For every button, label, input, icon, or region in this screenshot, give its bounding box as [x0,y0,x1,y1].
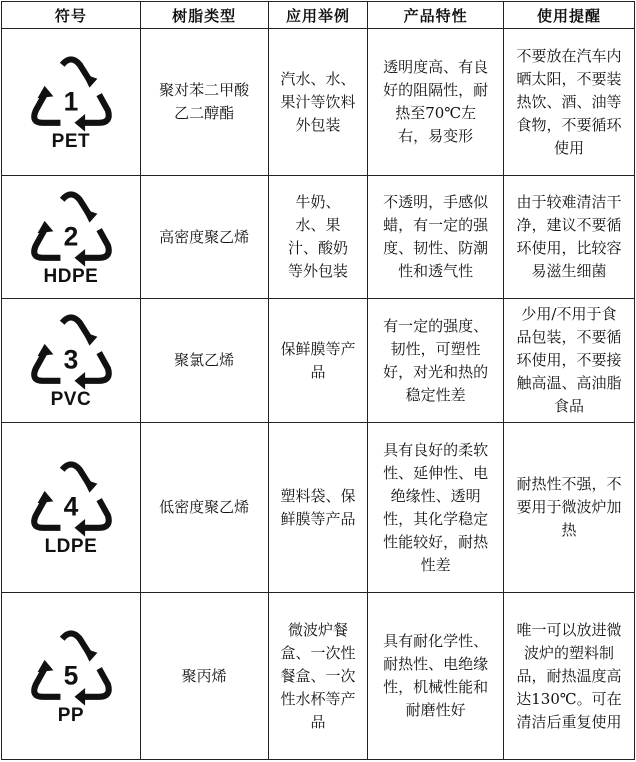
table-row [2,593,635,760]
symbol-cell [2,423,141,593]
resin-type-cell [140,423,268,593]
resin-abbr: HDPE [43,265,99,287]
properties-text: 有一定的强度、韧性，可塑性好，对光和热的稳定性差 [383,316,489,404]
properties-text: 具有良好的柔软性、延伸性、电绝缘性、透明性，其化学稳定性能较好，耐热性差 [383,440,489,574]
resin-code-number: 3 [63,344,79,375]
resin-type-text: 高密度聚乙烯 [159,227,250,246]
application-text: 保鲜膜等产品 [280,339,356,381]
symbol-cell [2,176,141,299]
properties-text: 透明度高、有良好的阻隔性，耐热至70℃左右，易变形 [383,58,489,145]
resin-code-number: 5 [63,659,79,690]
application-cell [268,593,368,760]
tips-text: 耐热性不强，不要用于微波炉加热 [516,475,622,539]
resin-code-number: 4 [63,491,79,522]
plastic-resin-table [1,1,635,760]
symbol-cell [2,299,141,423]
resin-type-cell [140,176,268,299]
properties-cell [368,423,503,593]
table-row [2,176,635,299]
properties-text: 不透明，手感似蜡，有一定的强度、韧性、防潮性和透气性 [383,193,489,280]
application-text: 汽水、水、果汁等饮料外包装 [280,69,356,134]
properties-cell [368,593,503,760]
table-row [2,423,635,593]
tips-text: 不要放在汽车内晒太阳，不要装热饮、酒、油等食物，不要循环使用 [516,46,622,157]
header-row [2,2,635,29]
header-symbol: 符号 [2,2,141,29]
header-properties: 产品特性 [368,2,503,29]
tips-cell [503,593,634,760]
application-cell [268,423,368,593]
application-text: 牛奶、水、果汁、酸奶等外包装 [287,193,348,280]
tips-text: 由于较难清洁干净，建议不要循环使用，比较容易滋生细菌 [516,193,622,280]
table-row [2,299,635,423]
recycle-triangle-icon [27,457,115,537]
properties-cell [368,29,503,176]
application-cell [268,176,368,299]
recycle-triangle-icon [27,626,115,706]
header-application: 应用举例 [268,2,368,29]
properties-cell [368,176,503,299]
tips-cell [503,423,634,593]
table-row [2,29,635,176]
tips-cell [503,29,634,176]
resin-code-number: 2 [63,220,79,251]
resin-abbr: LDPE [44,536,98,557]
tips-cell [503,176,634,299]
resin-type-text: 聚丙烯 [181,666,227,685]
symbol-cell [2,29,141,176]
application-cell [268,299,368,423]
recycle-triangle-icon [27,187,115,267]
resin-abbr: PP [57,704,85,726]
resin-type-text: 聚氯乙烯 [174,351,235,369]
resin-abbr: PVC [50,389,92,410]
header-resin-type: 树脂类型 [140,2,268,29]
header-tips: 使用提醒 [503,2,634,29]
tips-text: 唯一可以放进微波炉的塑料制品，耐热温度高达130℃。可在清洁后重复使用 [516,620,622,731]
resin-type-text: 聚对苯二甲酸乙二醇酯 [159,81,250,122]
resin-type-text: 低密度聚乙烯 [159,498,250,516]
resin-type-cell [140,29,268,176]
resin-type-cell [140,299,268,423]
recycle-triangle-icon [27,310,115,390]
properties-cell [368,299,503,423]
symbol-cell [2,593,141,760]
resin-type-cell [140,593,268,760]
resin-abbr: PET [51,130,91,152]
resin-code-number: 1 [63,85,79,116]
recycle-triangle-icon [27,52,115,132]
tips-cell [503,299,634,423]
application-text: 塑料袋、保鲜膜等产品 [280,486,356,528]
tips-text: 少用/不用于食品包装，不要循环使用，不要接触高温、高油脂食品 [516,305,622,415]
application-text: 微波炉餐盒、一次性餐盒、一次性水杯等产品 [280,620,356,731]
properties-text: 具有耐化学性、耐热性、电绝缘性，机械性能和耐磨性好 [383,632,489,719]
application-cell [268,29,368,176]
